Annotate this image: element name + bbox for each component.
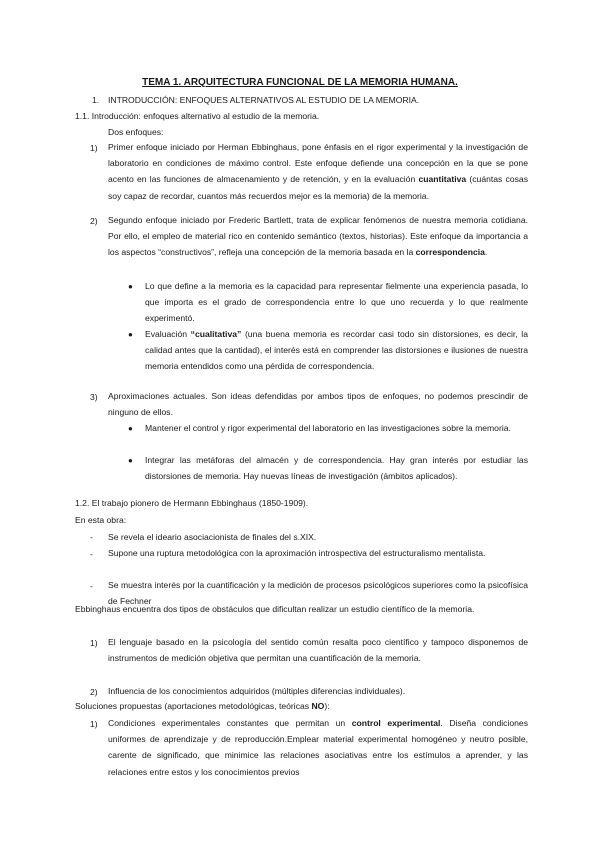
list-item: El lenguaje basado en la psicología del sentido común resalta poco científico y tampoco disponemos de instrumentos de medición objetiva que permitan una cuantificación de la memoria.	[108, 637, 528, 664]
list-marker: 2)	[90, 687, 98, 697]
subsection-heading: 1.2. El trabajo pionero de Hermann Ebbinghaus (1850-1909).	[75, 498, 309, 508]
list-item: Lo que define a la memoria es la capacidad para representar fielmente una experiencia pasada, lo que importa es el grado de correspondencia entre lo que uno recuerda y lo que realmente experimentó.	[145, 281, 528, 324]
bullet-icon: ●	[128, 330, 133, 339]
section-number: 1.	[92, 95, 100, 105]
bullet-icon: ●	[128, 456, 133, 465]
bullet-icon: ●	[128, 282, 133, 291]
dash-marker: -	[90, 549, 93, 559]
section-heading: INTRODUCCIÓN: ENFOQUES ALTERNATIVOS AL ESTUDIO DE LA MEMORIA.	[108, 95, 420, 105]
paragraph: En esta obra:	[75, 515, 127, 525]
list-item: Condiciones experimentales constantes que permitan un control experimental. Diseña condiciones uniformes de aprendizaje y de reproducción.Emplear material experimental homogéneo y neutro posible, carente de significado, que minimice las relaciones asociativas entre los estímulos a aprender, y las relaciones entre estos y los conocimientos previos	[108, 718, 528, 777]
paragraph: Soluciones propuestas (aportaciones metodológicas, teóricas NO):	[75, 701, 330, 711]
page-title: TEMA 1. ARQUITECTURA FUNCIONAL DE LA MEMORIA HUMANA.	[142, 77, 458, 88]
bullet-icon: ●	[128, 424, 133, 433]
list-item: Evaluación “cualitativa” (una buena memoria es recordar casi todo sin distorsiones, es decir, la calidad antes que la cantidad), el interés está en comprender las distorsiones e ilusiones de nuestra memoria entendidos como una pérdida de correspondencia.	[145, 329, 528, 372]
list-item: Se revela el ideario asociacionista de finales del s.XIX.	[108, 532, 317, 542]
paragraph: Dos enfoques:	[108, 127, 164, 137]
list-marker: 1)	[90, 638, 98, 648]
list-marker: 1)	[90, 143, 98, 153]
paragraph: Ebbinghaus encuentra dos tipos de obstáculos que dificultan realizar un estudio científico de la memoria.	[75, 604, 475, 614]
list-marker: 3)	[90, 392, 98, 402]
list-marker: 1)	[90, 719, 98, 729]
subsection-heading: 1.1. Introducción: enfoques alternativo al estudio de la memoria.	[75, 111, 320, 121]
list-marker: 2)	[90, 216, 98, 226]
list-item: Mantener el control y rigor experimental del laboratorio en las investigaciones sobre la memoria.	[145, 423, 511, 433]
list-item: Influencia de los conocimientos adquiridos (múltiples diferencias individuales).	[108, 686, 406, 696]
dash-marker: -	[90, 581, 93, 591]
list-item: Se muestra interés por la cuantificación y la medición de procesos psicológicos superiores como la psicofísica de Fechner	[108, 580, 528, 607]
list-item: Supone una ruptura metodológica con la aproximación introspectiva del estructuralismo mentalista.	[108, 548, 486, 558]
list-item: Aproximaciones actuales. Son ideas defendidas por ambos tipos de enfoques, no podemos prescindir de ninguno de ellos.	[108, 391, 528, 418]
dash-marker: -	[90, 532, 93, 542]
list-item: Integrar las metáforas del almacén y de correspondencia. Hay gran interés por estudiar las distorsiones de memoria. Hay nuevas líneas de investigación (ámbitos aplicados).	[145, 455, 528, 482]
list-item: Segundo enfoque iniciado por Frederic Bartlett, trata de explicar fenómenos de nuestra memoria cotidiana. Por ello, el empleo de material rico en contenido semántico (textos, historias). Este enfoque da importancia a los aspectos “constructivos”, refleja una concepción de la memoria basada en la correspondencia.	[108, 215, 528, 258]
list-item: Primer enfoque iniciado por Herman Ebbinghaus, pone énfasis en el rigor experimental y la investigación de laboratorio en condiciones de máximo control. Este enfoque defiende una concepción en la que se pone acento en las funciones de almacenamiento y de retención, y en la evaluación cuantitativa (cuántas cosas soy capaz de recordar, cuantos más recuerdos mejor es la memoria) de la memoria.	[108, 142, 528, 201]
